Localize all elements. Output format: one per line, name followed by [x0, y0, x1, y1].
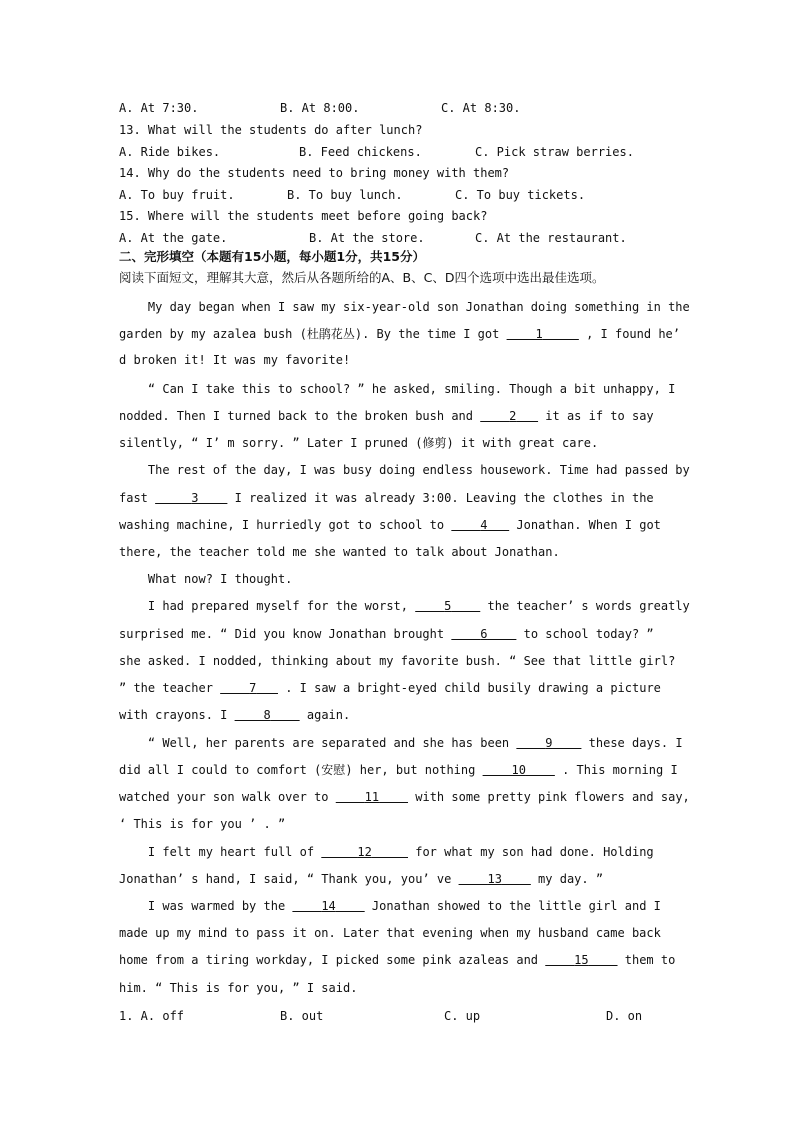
passage-line: What now? I thought. — [147, 572, 293, 586]
passage-line: The rest of the day, I was busy doing endless housework. Time had passed by — [147, 463, 690, 477]
passage-line: ‘ This is for you ’ . ” — [119, 817, 286, 831]
passage-line: silently, “ I’ m sorry. ” Later I pruned (修剪) it with great care. — [119, 436, 599, 450]
q13-option-b: B. Feed chickens. — [299, 145, 422, 159]
passage-line: did all I could to comfort (安慰) her, but nothing 10 . This morning I — [119, 763, 678, 777]
blank-11[interactable]: 11 — [364, 790, 380, 804]
passage-line: ” the teacher 7 . I saw a bright-eyed child busily drawing a picture — [119, 681, 661, 695]
passage-line: I was warmed by the 14 Jonathan showed to the little girl and I — [147, 899, 661, 913]
passage-line: there, the teacher told me she wanted to talk about Jonathan. — [119, 545, 560, 559]
passage-line: with crayons. I 8 again. — [119, 708, 351, 722]
blank-13[interactable]: 13 — [487, 872, 502, 886]
passage-line: “ Well, her parents are separated and she has been 9 these days. I — [147, 736, 683, 750]
passage-line: My day began when I saw my six-year-old son Jonathan doing something in the — [147, 300, 690, 314]
passage-line: nodded. Then I turned back to the broken bush and 2 it as if to say — [119, 409, 654, 423]
q14-option-a: A. To buy fruit. — [119, 188, 235, 202]
q15-option-c: C. At the restaurant. — [475, 231, 627, 245]
passage-line: him. “ This is for you, ” I said. — [119, 981, 358, 995]
passage-line: watched your son walk over to 11 with some pretty pink flowers and say, — [119, 790, 690, 804]
blank-8[interactable]: 8 — [263, 708, 271, 722]
q13-question: 13. What will the students do after lunch? — [119, 123, 423, 137]
section-heading: 二、完形填空（本题有15小题，每小题1分，共15分） — [119, 249, 425, 264]
blank-6[interactable]: 6 — [480, 627, 488, 641]
q1-option-d: D. on — [606, 1009, 643, 1023]
q1-option-c: C. up — [444, 1009, 481, 1023]
passage-line: home from a tiring workday, I picked some pink azaleas and 15 them to — [119, 953, 676, 967]
passage-line: d broken it! It was my favorite! — [119, 353, 351, 367]
passage-line: fast 3 I realized it was already 3:00. Leaving the clothes in the — [119, 491, 654, 505]
blank-15[interactable]: 15 — [574, 953, 589, 967]
passage-line: made up my mind to pass it on. Later that evening when my husband came back — [119, 926, 661, 940]
blank-7[interactable]: 7 — [249, 681, 257, 695]
q1-option-b: B. out — [280, 1009, 324, 1023]
passage-line: she asked. I nodded, thinking about my favorite bush. “ See that little girl? — [119, 654, 676, 668]
q12-option-b: B. At 8:00. — [280, 101, 360, 115]
q14-option-c: C. To buy tickets. — [455, 188, 586, 202]
q14-option-b: B. To buy lunch. — [287, 188, 403, 202]
blank-9[interactable]: 9 — [545, 736, 553, 750]
q15-question: 15. Where will the students meet before going back? — [119, 209, 488, 223]
passage-line: garden by my azalea bush (杜鹃花丛). By the time I got 1 , I found he’ — [119, 327, 680, 341]
q13-option-a: A. Ride bikes. — [119, 145, 221, 159]
q12-option-a: A. At 7:30. — [119, 101, 199, 115]
passage-line: I had prepared myself for the worst, 5 the teacher’ s words greatly — [147, 599, 690, 613]
passage-line: surprised me. “ Did you know Jonathan brought 6 to school today? ” — [119, 627, 654, 641]
blank-1[interactable]: 1 — [535, 327, 543, 341]
q12-option-c: C. At 8:30. — [441, 101, 521, 115]
blank-10[interactable]: 10 — [511, 763, 526, 777]
blank-2[interactable]: 2 — [509, 409, 517, 423]
blank-3[interactable]: 3 — [191, 491, 199, 505]
blank-5[interactable]: 5 — [444, 599, 452, 613]
q15-option-b: B. At the store. — [309, 231, 425, 245]
q1-option-a: 1. A. off — [119, 1009, 185, 1023]
blank-12[interactable]: 12 — [357, 845, 372, 859]
q14-question: 14. Why do the students need to bring money with them? — [119, 166, 510, 180]
section-instruction: 阅读下面短文，理解其大意，然后从各题所给的A、B、C、D四个选项中选出最佳选项。 — [119, 270, 605, 285]
passage-line: I felt my heart full of 12 for what my son had done. Holding — [147, 845, 654, 859]
blank-4[interactable]: 4 — [480, 518, 488, 532]
passage-line: “ Can I take this to school? ” he asked, smiling. Though a bit unhappy, I — [147, 382, 676, 396]
passage-line: washing machine, I hurriedly got to school to 4 Jonathan. When I got — [119, 518, 661, 532]
q13-option-c: C. Pick straw berries. — [475, 145, 634, 159]
q15-option-a: A. At the gate. — [119, 231, 228, 245]
blank-14[interactable]: 14 — [321, 899, 336, 913]
passage-line: Jonathan’ s hand, I said, “ Thank you, you’ ve 13 my day. ” — [119, 872, 604, 886]
